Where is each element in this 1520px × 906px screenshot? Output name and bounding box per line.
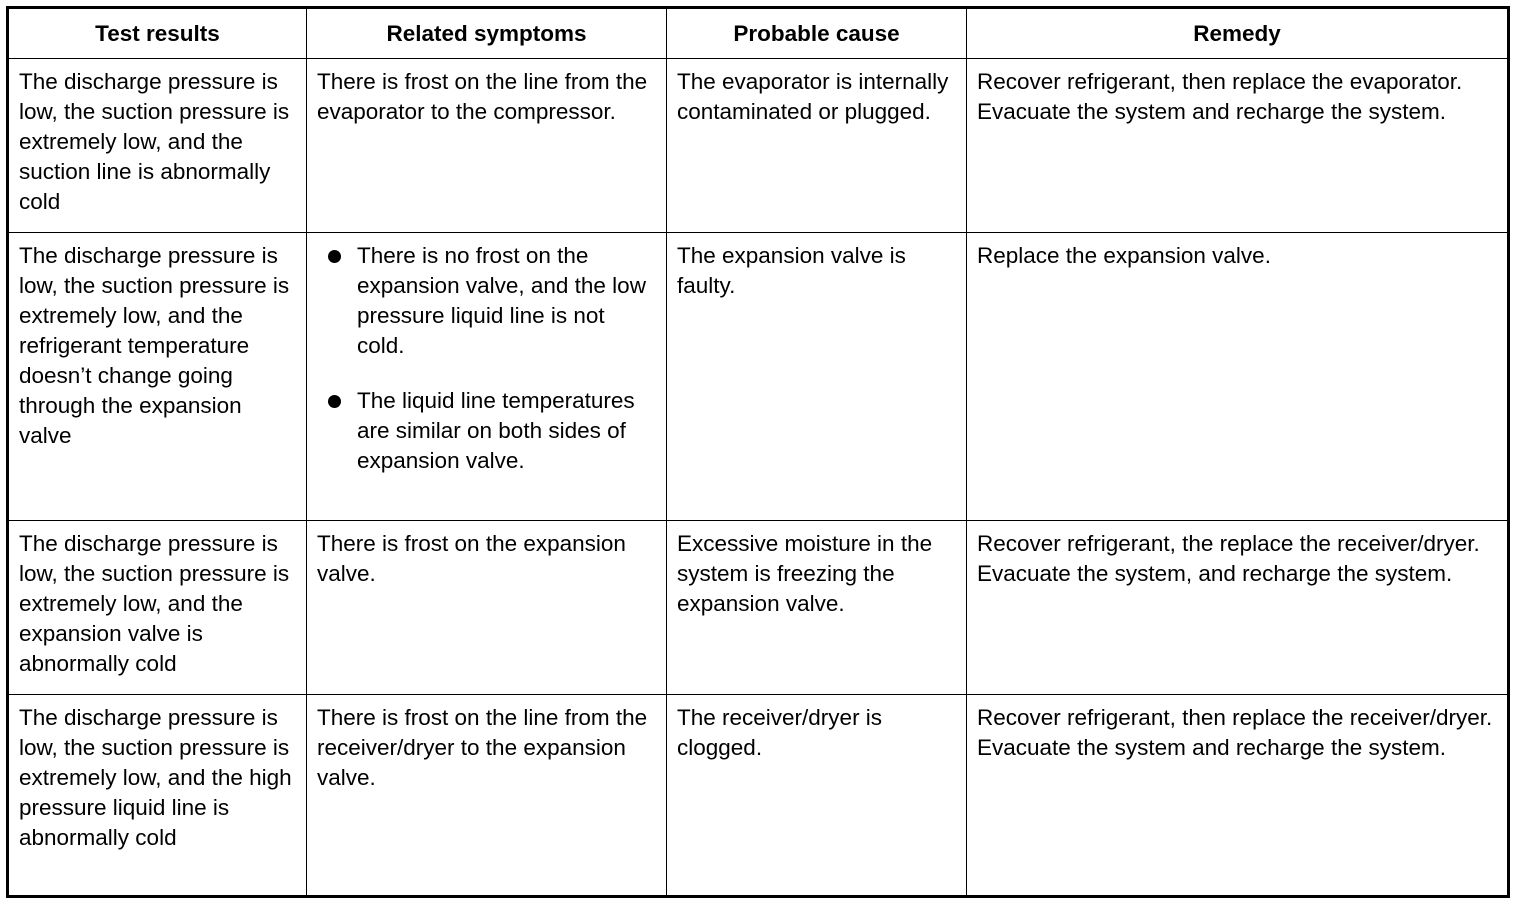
header-row [8, 8, 1509, 59]
related-symptoms-cell: There is frost on the expansion valve. [307, 521, 667, 695]
remedy-cell: Replace the expansion valve. [967, 233, 1509, 521]
test-results-cell: The discharge pressure is low, the suction pressure is extremely low, and the expansion valve is abnormally cold [8, 521, 307, 695]
header-remedy: Remedy [967, 8, 1509, 59]
test-results-cell: The discharge pressure is low, the suction pressure is extremely low, and the refrigerant temperature doesn’t change going through the expansion valve [8, 233, 307, 521]
remedy-cell: Recover refrigerant, the replace the receiver/dryer. Evacuate the system, and recharge the system. [967, 521, 1509, 695]
header-probable-cause: Probable cause [667, 8, 967, 59]
symptom-bullet-text: There is no frost on the expansion valve, and the low pressure liquid line is not cold. [357, 243, 646, 358]
probable-cause-cell: The evaporator is internally contaminated or plugged. [667, 59, 967, 233]
bullet-dot-icon [328, 395, 341, 408]
probable-cause-cell: The expansion valve is faulty. [667, 233, 967, 521]
table-row [8, 521, 1509, 695]
remedy-cell: Recover refrigerant, then replace the evaporator. Evacuate the system and recharge the system. [967, 59, 1509, 233]
header-related-symptoms: Related symptoms [307, 8, 667, 59]
related-symptoms-cell: There is frost on the line from the receiver/dryer to the expansion valve. [307, 695, 667, 897]
related-symptoms-cell: There is frost on the line from the evaporator to the compressor. [307, 59, 667, 233]
symptom-bullet-text: The liquid line temperatures are similar on both sides of expansion valve. [357, 388, 635, 473]
test-results-cell: The discharge pressure is low, the suction pressure is extremely low, and the high pressure liquid line is abnormally cold [8, 695, 307, 897]
probable-cause-cell: The receiver/dryer is clogged. [667, 695, 967, 897]
table-row [8, 695, 1509, 897]
symptom-bullet-item [357, 241, 656, 361]
symptom-bullet-list [317, 241, 656, 476]
probable-cause-cell: Excessive moisture in the system is freezing the expansion valve. [667, 521, 967, 695]
table-row [8, 59, 1509, 233]
bullet-dot-icon [328, 250, 341, 263]
header-test-results: Test results [8, 8, 307, 59]
symptom-bullet-item [357, 386, 656, 476]
diagnosis-table [6, 6, 1510, 898]
test-results-cell: The discharge pressure is low, the suction pressure is extremely low, and the suction line is abnormally cold [8, 59, 307, 233]
table-row [8, 233, 1509, 521]
related-symptoms-cell [307, 233, 667, 521]
remedy-cell: Recover refrigerant, then replace the receiver/dryer. Evacuate the system and recharge the system. [967, 695, 1509, 897]
